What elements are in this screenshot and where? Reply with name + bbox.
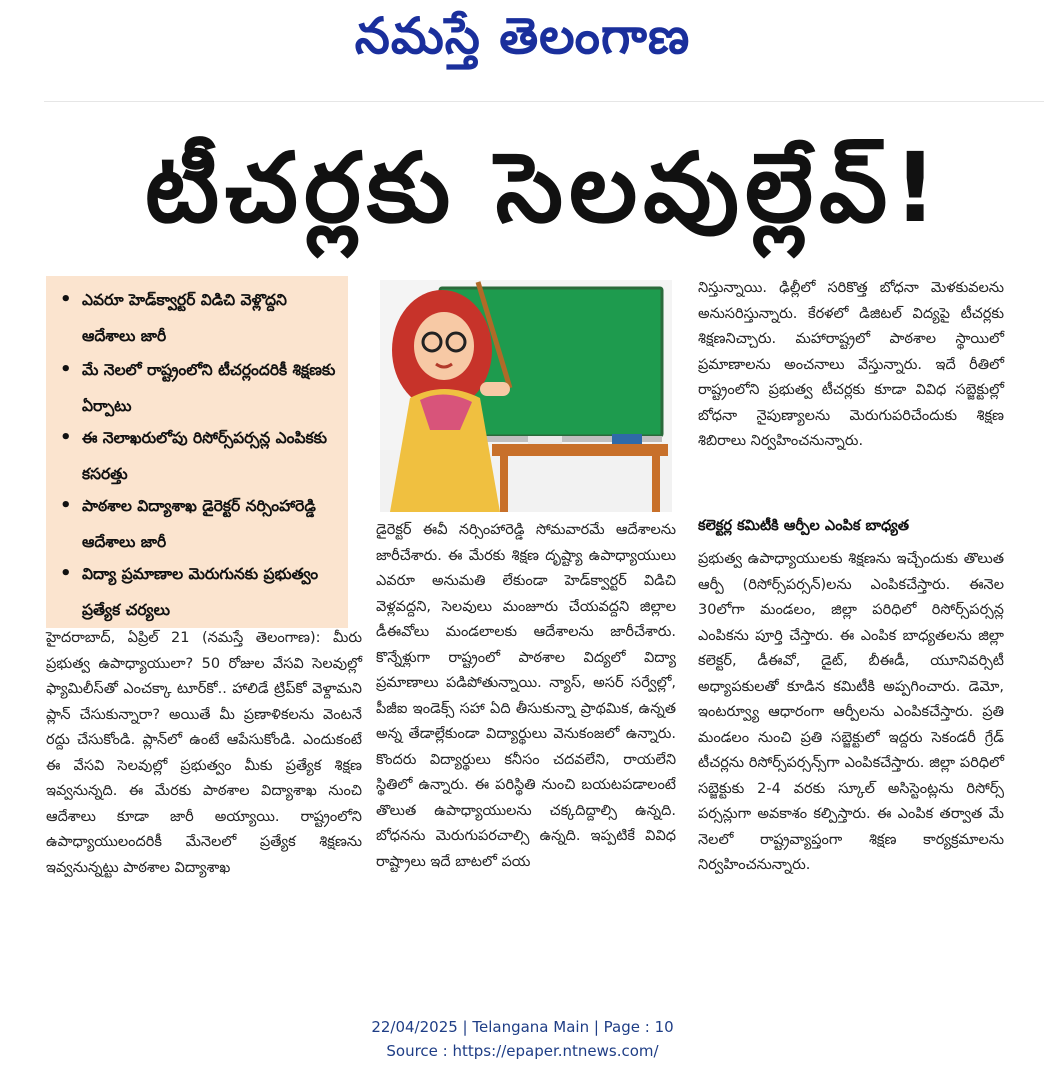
bullet-icon: •: [60, 563, 72, 584]
highlight-text: విద్యా ప్రమాణాల మెరుగునకు ప్రభుత్వం ప్రత్యేక చర్యలు: [82, 565, 319, 619]
bullet-icon: •: [60, 359, 72, 380]
highlight-text: పాఠశాల విద్యాశాఖ డైరెక్టర్ నర్సింహారెడ్డి ఆదేశాలు జారీ: [82, 497, 316, 551]
bullet-icon: •: [60, 289, 72, 310]
masthead-divider: [44, 101, 1044, 102]
highlights-box: [46, 276, 348, 628]
footer-source: Source : https://epaper.ntnews.com/: [386, 1042, 659, 1060]
article-paragraph: డైరెక్టర్ ఈవీ నర్సింహారెడ్డి సోమవారమే ఆదేశాలను జారీచేశారు. ఈ మేరకు శిక్షణ దృష్ట్యా ఉపాధ్యాయులు ఎవరూ అనుమతి లేకుండా హెడ్‌క్వార్టర్ విడిచి వెళ్లవద్దని, సెలవులు మంజూరు చేయవద్దని జిల్లాల డీఈవోలు మండలాలకు ఆదేశాలను జారీచేశారు. కొన్నేళ్లుగా రాష్ట్రంలో పాఠశాల విద్యలో విద్యా ప్రమాణాలు పడిపోతున్నాయి. న్యాస్, అసర్ సర్వేల్లో, పీజీఐ ఇండెక్స్ సహా ఏది తీసుకున్నా ప్రాథమిక, ఉన్నత అన్న తేడాల్లేకుండా విద్యార్థులు వెనుకంజలో ఉన్నారు. కొందరు విద్యార్థులు కనీసం చదవలేని, రాయలేని స్థితిలో ఉన్నారు. ఈ పరిస్థితి నుంచి బయటపడాలంటే తొలుత ఉపాధ్యాయులను చక్కదిద్దాల్సి ఉన్నది. బోధనను మెరుగుపరచాల్సి ఉన్నది. ఇప్పటికే వివిధ రాష్ట్రాలు ఇదే బాటలో పయ: [376, 522, 676, 870]
bullet-icon: •: [60, 427, 72, 448]
highlight-text: ఎవరూ హెడ్‌క్వార్టర్ విడిచి వెళ్లొద్దని ఆదేశాలు జారీ: [82, 291, 287, 345]
article-column-2: [376, 518, 676, 875]
highlight-text: ఈ నెలాఖరులోపు రిసోర్స్‌పర్సన్ల ఎంపికకు కసరత్తు: [82, 429, 328, 483]
masthead: [0, 0, 1045, 100]
article-column-1: [46, 626, 362, 881]
footer-date-page: 22/04/2025 | Telangana Main | Page : 10: [371, 1018, 674, 1036]
article-column-3: [698, 276, 1004, 455]
headline: టీచర్లకు సెలవుల్లేవ్!: [144, 132, 944, 244]
article-paragraph: ప్రభుత్వ ఉపాధ్యాయులకు శిక్షణను ఇచ్చేందుకు తొలుత ఆర్పీ (రిసోర్స్‌పర్సన్)లను ఎంపికచేస్తారు. ఈనెల 30లోగా మండలం, జిల్లా పరిధిలో రిసోర్స్‌పర్సన్ల ఎంపికను పూర్తి చేస్తారు. ఈ ఎంపిక బాధ్యతలను జిల్లా కలెక్టర్, డీఈవో, డైట్, బీఈడీ, యూనివర్సిటీ అధ్యాపకులతో కూడిన కమిటీకి అప్పగించారు. డెమో, ఇంటర్వ్యూ ఆధారంగా ఆర్పీలను ఎంపికచేస్తారు. ప్రతి మండలం నుంచి ప్రతి సబ్జెక్టులో ఇద్దరు సెకండరీ గ్రేడ్ టీచర్లను రిసోర్స్‌పర్సన్స్‌గా ఎంపికచేస్తారు. జిల్లా పరిధిలో సబ్జెక్టుకు 2-4 వరకు స్కూల్ అసిస్టెంట్లను రిసోర్స్ పర్సన్లుగా అవకాశం కల్పిస్తారు. ఈ ఎంపిక తర్వాత మే నెలలో రాష్ట్రవ్యాప్తంగా శిక్షణ కార్యక్రమాలను నిర్వహించనున్నారు.: [698, 551, 1004, 873]
article-paragraph: హైదరాబాద్, ఏప్రిల్ 21 (నమస్తే తెలంగాణ): మీరు ప్రభుత్వ ఉపాధ్యాయులా? 50 రోజుల వేసవి సెలవుల్లో ఫ్యామిలీస్‌తో ఎంచక్కా టూర్‌కో.. హాలిడే ట్రిప్‌కో వెళ్దామని ప్లాన్ చేసుకున్నారా? అయితే మీ ప్రణాళికలను వెంటనే రద్దు చేసుకోండి. ప్లాన్‌లో ఉంటే ఆపేసుకోండి. ఎందుకంటే ఈ వేసవి సెలవుల్లో ప్రభుత్వం మీకు ప్రత్యేక శిక్షణ ఇవ్వనున్నది. ఈ మేరకు పాఠశాల విద్యాశాఖ నుంచి ఆదేశాలు కూడా జారీ అయ్యాయి. రాష్ట్రంలోని ఉపాధ్యాయులందరికీ మేనెలలో ప్రత్యేక శిక్షణను ఇవ్వనున్నట్టు పాఠశాల విద్యాశాఖ: [46, 630, 362, 876]
teacher-illustration: [380, 280, 672, 512]
section-subheading: కలెక్టర్ల కమిటీకి ఆర్పీల ఎంపిక బాధ్యత: [698, 518, 910, 534]
article-column-3b: [698, 547, 1004, 879]
article-paragraph: నిస్తున్నాయి. ఢిల్లీలో సరికొత్త బోధనా మెళకువలను అనుసరిస్తున్నారు. కేరళలో డిజిటల్ విద్యపై టీచర్లకు శిక్షణనిచ్చారు. మహారాష్ట్రలో పాఠశాల స్థాయిలో ప్రమాణాలను అంచనాలు వేస్తున్నారు. ఇదే రీతిలో రాష్ట్రంలోని ప్రభుత్వ టీచర్లకు కూడా వివిధ సబ్జెక్టుల్లో బోధనా నైపుణ్యాలను మెరుగుపరిచేందుకు శిక్షణ శిబిరాలు నిర్వహించనున్నారు.: [698, 280, 1004, 449]
highlight-text: మే నెలలో రాష్ట్రంలోని టీచర్లందరికీ శిక్షణకు ఏర్పాటు: [82, 361, 336, 415]
bullet-icon: •: [60, 495, 72, 516]
masthead-logo: నమస్తే తెలంగాణ: [354, 7, 691, 65]
